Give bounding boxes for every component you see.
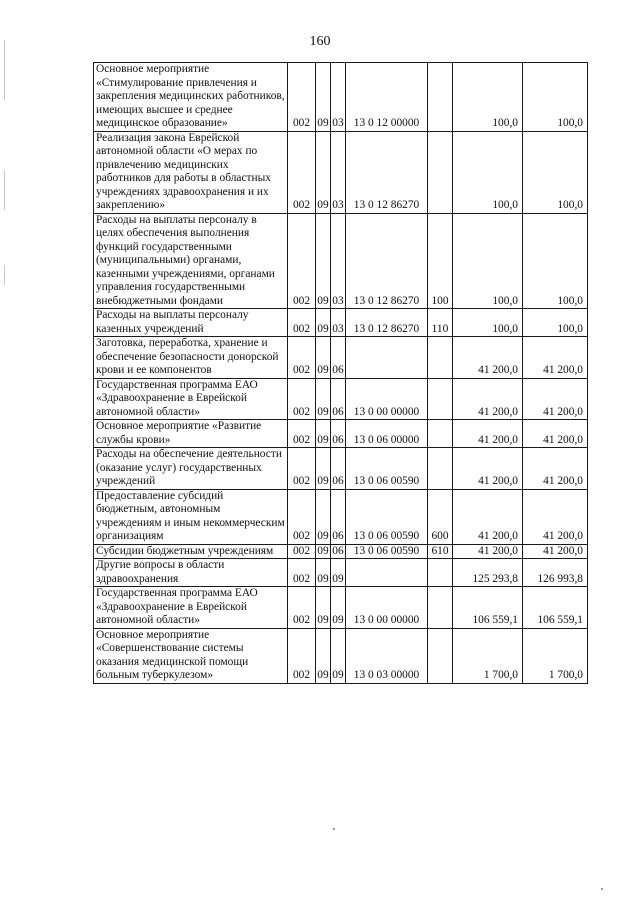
target-article-code: 13 0 00 00000 — [346, 587, 428, 629]
amount-second-year: 106 559,1 — [523, 587, 588, 629]
section-code: 09 — [316, 628, 331, 683]
row-name: Предоставление субсидий бюджетным, автономным учреждениям и иным некоммерческим организациям — [94, 489, 288, 544]
ministry-code: 002 — [288, 559, 316, 587]
target-article-code: 13 0 06 00590 — [346, 489, 428, 544]
row-name: Расходы на обеспечение деятельности (оказание услуг) государственных учреждений — [94, 448, 288, 490]
expense-type-code — [428, 63, 453, 132]
ministry-code: 002 — [288, 628, 316, 683]
row-name: Основное мероприятие «Развитие службы крови» — [94, 420, 288, 448]
table-row — [94, 587, 588, 629]
subsection-code: 06 — [331, 378, 346, 420]
expense-type-code — [428, 420, 453, 448]
target-article-code: 13 0 12 86270 — [346, 309, 428, 337]
expense-type-code — [428, 131, 453, 213]
amount-first-year: 41 200,0 — [453, 378, 523, 420]
expense-type-code — [428, 587, 453, 629]
amount-second-year: 100,0 — [523, 309, 588, 337]
ministry-code: 002 — [288, 131, 316, 213]
table-row — [94, 309, 588, 337]
row-name: Субсидии бюджетным учреждениям — [94, 544, 288, 559]
row-name: Заготовка, переработка, хранение и обеспечение безопасности донорской крови и ее компонентов — [94, 337, 288, 379]
target-article-code — [346, 559, 428, 587]
section-code: 09 — [316, 448, 331, 490]
amount-second-year: 41 200,0 — [523, 337, 588, 379]
amount-second-year: 41 200,0 — [523, 544, 588, 559]
expense-type-code: 600 — [428, 489, 453, 544]
expense-type-code: 610 — [428, 544, 453, 559]
table-row — [94, 337, 588, 379]
section-code: 09 — [316, 559, 331, 587]
amount-second-year: 41 200,0 — [523, 448, 588, 490]
subsection-code: 03 — [331, 63, 346, 132]
section-code: 09 — [316, 63, 331, 132]
ministry-code: 002 — [288, 378, 316, 420]
amount-first-year: 41 200,0 — [453, 544, 523, 559]
target-article-code: 13 0 12 86270 — [346, 131, 428, 213]
table-row — [94, 378, 588, 420]
expense-type-code — [428, 378, 453, 420]
target-article-code — [346, 337, 428, 379]
table-row — [94, 63, 588, 132]
amount-first-year: 41 200,0 — [453, 489, 523, 544]
section-code: 09 — [316, 489, 331, 544]
row-name: Другие вопросы в области здравоохранения — [94, 559, 288, 587]
amount-second-year: 100,0 — [523, 63, 588, 132]
amount-first-year: 100,0 — [453, 213, 523, 309]
row-name: Государственная программа ЕАО «Здравоохранение в Еврейской автономной области» — [94, 378, 288, 420]
page-number: 160 — [309, 34, 331, 49]
target-article-code: 13 0 12 00000 — [346, 63, 428, 132]
section-code: 09 — [316, 213, 331, 309]
row-name: Расходы на выплаты персоналу в целях обеспечения выполнения функций государственными (муниципальными) органами, казенными учреждениями, органами управления государственными внебюджетными фондами — [94, 213, 288, 309]
ministry-code: 002 — [288, 489, 316, 544]
scan-speck — [333, 828, 335, 830]
row-name: Государственная программа ЕАО «Здравоохранение в Еврейской автономной области» — [94, 587, 288, 629]
section-code: 09 — [316, 378, 331, 420]
amount-second-year: 41 200,0 — [523, 378, 588, 420]
scan-edge-mark — [4, 265, 5, 285]
table-row — [94, 213, 588, 309]
expense-type-code: 100 — [428, 213, 453, 309]
ministry-code: 002 — [288, 420, 316, 448]
scan-speck — [601, 888, 603, 890]
row-name: Реализация закона Еврейской автономной области «О мерах по привлечению медицинских работников для работы в областных учреждениях здравоохранения и их закреплению» — [94, 131, 288, 213]
expense-type-code — [428, 559, 453, 587]
amount-first-year: 106 559,1 — [453, 587, 523, 629]
subsection-code: 03 — [331, 309, 346, 337]
subsection-code: 03 — [331, 213, 346, 309]
target-article-code: 13 0 06 00590 — [346, 544, 428, 559]
ministry-code: 002 — [288, 544, 316, 559]
row-name: Основное мероприятие «Стимулирование привлечения и закрепления медицинских работников, имеющих высшее и среднее медицинское образование» — [94, 63, 288, 132]
target-article-code: 13 0 06 00590 — [346, 448, 428, 490]
subsection-code: 06 — [332, 544, 344, 557]
subsection-code: 09 — [331, 587, 346, 629]
amount-first-year: 100,0 — [453, 309, 523, 337]
table-row — [94, 544, 588, 559]
amount-first-year: 100,0 — [453, 131, 523, 213]
table-body — [94, 63, 588, 684]
ministry-code: 002 — [288, 309, 316, 337]
table-row — [94, 420, 588, 448]
section-code: 09 — [316, 587, 331, 629]
amount-second-year: 126 993,8 — [523, 559, 588, 587]
subsection-code: 06 — [331, 420, 346, 448]
ministry-code: 002 — [288, 448, 316, 490]
subsection-code: 06 — [331, 448, 346, 490]
ministry-code: 002 — [288, 63, 316, 132]
ministry-code: 002 — [288, 337, 316, 379]
table-row — [94, 131, 588, 213]
ministry-code: 002 — [288, 213, 316, 309]
expense-type-code — [428, 337, 453, 379]
table-row — [94, 489, 588, 544]
amount-first-year: 125 293,8 — [453, 559, 523, 587]
amount-first-year: 1 700,0 — [453, 628, 523, 683]
expense-type-code — [428, 628, 453, 683]
section-code: 09 — [316, 420, 331, 448]
subsection-code: 06 — [331, 489, 346, 544]
section-code: 09 — [317, 544, 329, 557]
amount-second-year: 1 700,0 — [523, 628, 588, 683]
subsection-code: 09 — [331, 559, 346, 587]
amount-first-year: 41 200,0 — [453, 337, 523, 379]
subsection-code: 03 — [331, 131, 346, 213]
target-article-code: 13 0 00 00000 — [346, 378, 428, 420]
section-code: 09 — [316, 131, 331, 213]
budget-table — [93, 62, 588, 684]
amount-first-year: 41 200,0 — [453, 448, 523, 490]
target-article-code: 13 0 06 00000 — [346, 420, 428, 448]
row-name: Основное мероприятие «Совершенствование системы оказания медицинской помощи больным туберкулезом» — [94, 628, 288, 683]
subsection-code: 06 — [331, 337, 346, 379]
table-row — [94, 628, 588, 683]
table-row — [94, 559, 588, 587]
scan-edge-mark — [4, 170, 5, 210]
subsection-code: 09 — [331, 628, 346, 683]
amount-second-year: 100,0 — [523, 131, 588, 213]
amount-second-year: 100,0 — [523, 213, 588, 309]
amount-first-year: 41 200,0 — [453, 420, 523, 448]
expense-type-code — [428, 448, 453, 490]
amount-second-year: 41 200,0 — [523, 489, 588, 544]
amount-first-year: 100,0 — [453, 63, 523, 132]
ministry-code: 002 — [288, 587, 316, 629]
target-article-code: 13 0 03 00000 — [346, 628, 428, 683]
table-row — [94, 448, 588, 490]
section-code: 09 — [316, 337, 331, 379]
expense-type-code: 110 — [428, 309, 453, 337]
row-name: Расходы на выплаты персоналу казенных учреждений — [94, 309, 288, 337]
target-article-code: 13 0 12 86270 — [346, 213, 428, 309]
section-code: 09 — [316, 309, 331, 337]
amount-second-year: 41 200,0 — [523, 420, 588, 448]
